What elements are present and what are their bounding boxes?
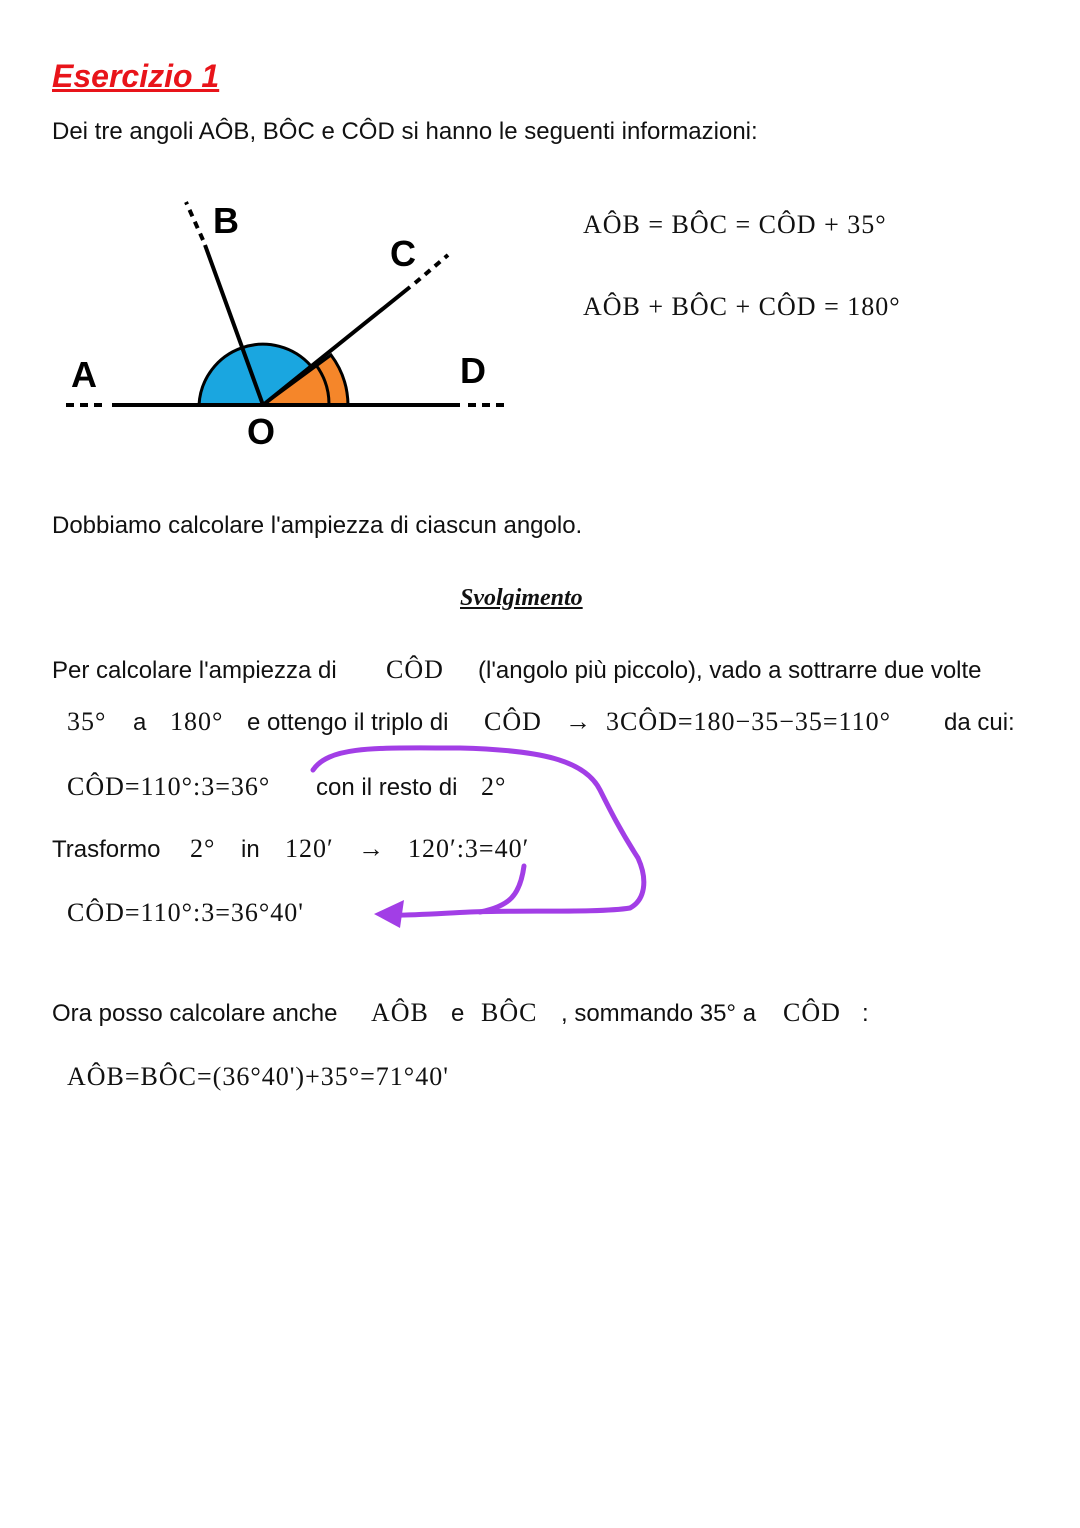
- step4-equation: 120′:3=40′: [408, 834, 530, 863]
- step3-remainder: 2°: [481, 772, 507, 801]
- step2-text-d: e ottengo il triplo di: [247, 709, 449, 736]
- task-text: Dobbiamo calcolare l'ampiezza di ciascun angolo.: [52, 512, 583, 539]
- given-equation-2: AÔB + BÔC + CÔD = 180°: [583, 292, 901, 321]
- step2-angle: CÔD: [484, 707, 542, 736]
- annotation-hook-line: [480, 866, 524, 912]
- step1-text-a: Per calcolare l'ampiezza di: [52, 657, 337, 684]
- annotation-arrow-line: [313, 748, 644, 915]
- step7-result: AÔB=BÔC=(36°40')+35°=71°40': [67, 1062, 449, 1091]
- step2-value-35: 35°: [67, 707, 107, 736]
- step6-angle-boc: BÔC: [481, 998, 538, 1027]
- step2-text-g: da cui:: [944, 709, 1015, 736]
- intro-text: Dei tre angoli AÔB, BÔC e CÔD si hanno le seguenti informazioni:: [52, 118, 758, 145]
- solution-heading: Svolgimento: [460, 585, 583, 611]
- annotation-arrowhead: [374, 900, 404, 928]
- step4-value-2: 2°: [190, 834, 216, 863]
- ray-OC-dashed: [415, 255, 448, 283]
- label-D: D: [460, 350, 486, 391]
- step1-angle: CÔD: [386, 655, 444, 684]
- step4-value-120: 120′: [285, 834, 334, 863]
- step3-text: con il resto di: [316, 774, 458, 801]
- label-C: C: [390, 233, 416, 274]
- step2-value-180: 180°: [170, 707, 224, 736]
- label-A: A: [71, 354, 97, 395]
- step2-arrow: →: [565, 707, 592, 736]
- label-B: B: [213, 200, 239, 241]
- step4-text-a: Trasformo: [52, 836, 161, 863]
- step4-arrow: →: [358, 834, 385, 863]
- exercise-title: Esercizio 1: [52, 58, 220, 94]
- step3-equation: CÔD=110°:3=36°: [67, 772, 271, 801]
- step1-text-c: (l'angolo più piccolo), vado a sottrarre due volte: [478, 657, 982, 684]
- step6-angle-aob: AÔB: [371, 998, 429, 1027]
- step6-angle-cod: CÔD: [783, 998, 841, 1027]
- given-equation-1: AÔB = BÔC = CÔD + 35°: [583, 210, 887, 239]
- ray-OB-dashed: [186, 202, 203, 240]
- step2-text-a: a: [133, 709, 147, 736]
- step6-colon: :: [862, 1000, 869, 1027]
- step6-text-e2: , sommando 35° a: [561, 1000, 757, 1027]
- step6-text-e: e: [451, 1000, 465, 1027]
- step4-text-in: in: [241, 836, 260, 863]
- step5-result: CÔD=110°:3=36°40': [67, 898, 304, 927]
- label-O: O: [247, 411, 276, 452]
- step6-text-a: Ora posso calcolare anche: [52, 1000, 338, 1027]
- step2-equation: 3CÔD=180−35−35=110°: [606, 707, 891, 736]
